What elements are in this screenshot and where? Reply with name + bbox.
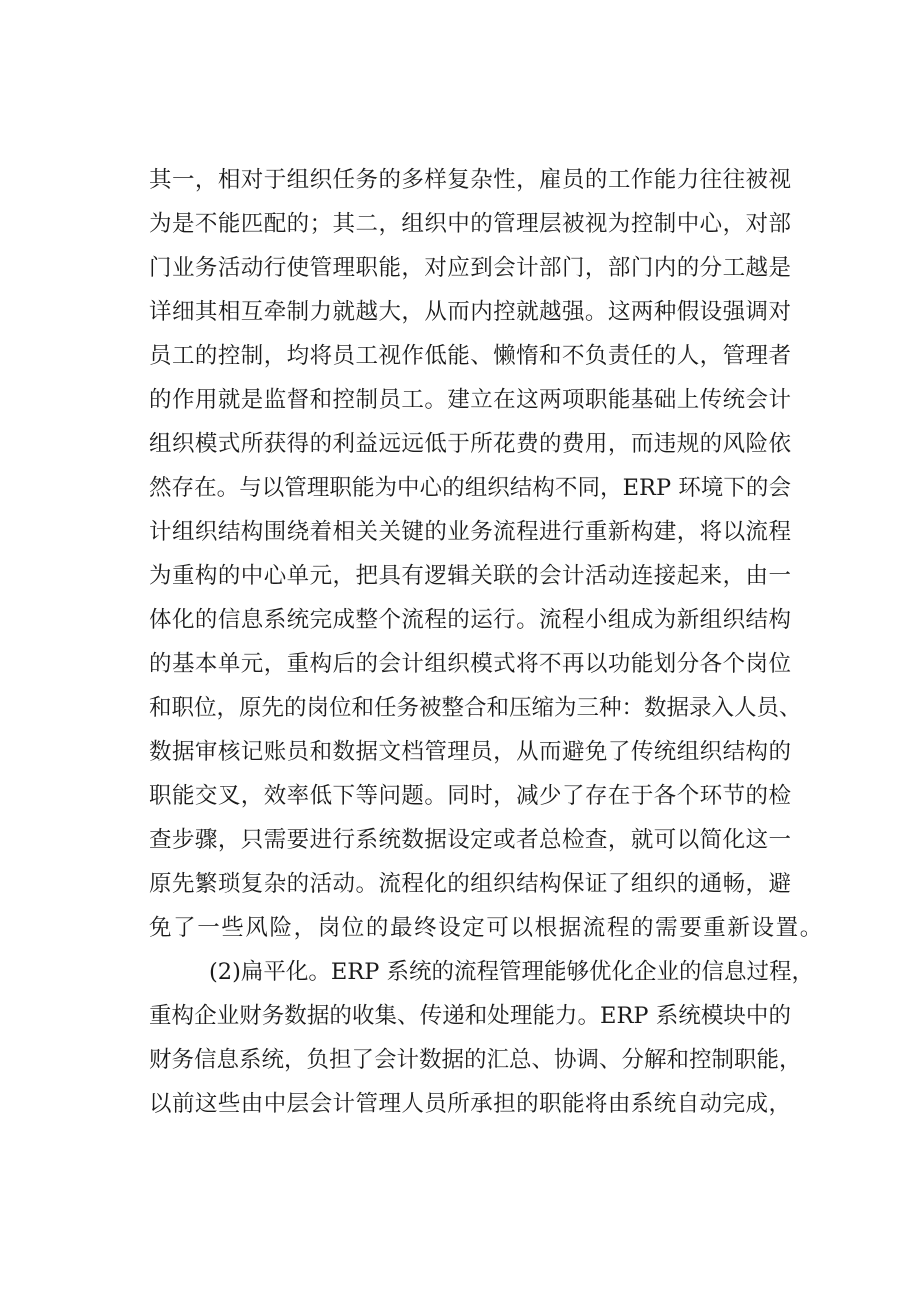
text-line: 和职位，原先的岗位和任务被整合和压缩为三种：数据录入人员、: [149, 695, 802, 721]
text-line: 员工的控制，均将员工视作低能、懒惰和不负责任的人，管理者: [149, 343, 791, 369]
text-line: (2)扁平化。ERP 系统的流程管理能够优化企业的信息过程，: [209, 959, 815, 985]
text-line: 其一，相对于组织任务的多样复杂性，雇员的工作能力往往被视: [149, 167, 791, 193]
text-line: 然存在。与以管理职能为中心的组织结构不同，ERP 环境下的会: [149, 475, 791, 501]
text-line: 的基本单元，重构后的会计组织模式将不再以功能划分各个岗位: [149, 651, 791, 677]
text-line: 原先繁琐复杂的活动。流程化的组织结构保证了组织的通畅，避: [149, 871, 791, 897]
text-line: 的作用就是监督和控制员工。建立在这两项职能基础上传统会计: [149, 387, 791, 413]
text-line: 查步骤，只需要进行系统数据设定或者总检查，就可以简化这一: [149, 827, 791, 853]
text-line: 为是不能匹配的；其二，组织中的管理层被视为控制中心，对部: [149, 211, 791, 237]
text-line: 数据审核记账员和数据文档管理员，从而避免了传统组织结构的: [149, 739, 791, 765]
text-line: 门业务活动行使管理职能，对应到会计部门，部门内的分工越是: [149, 255, 791, 281]
text-line: 以前这些由中层会计管理人员所承担的职能将由系统自动完成，: [149, 1091, 791, 1117]
text-line: 财务信息系统，负担了会计数据的汇总、协调、分解和控制职能，: [149, 1047, 802, 1073]
text-line: 为重构的中心单元，把具有逻辑关联的会计活动连接起来，由一: [149, 563, 791, 589]
text-line: 免了一些风险，岗位的最终设定可以根据流程的需要重新设置。: [149, 915, 824, 941]
text-line: 重构企业财务数据的收集、传递和处理能力。ERP 系统模块中的: [149, 1003, 791, 1029]
text-line: 体化的信息系统完成整个流程的运行。流程小组成为新组织结构: [149, 607, 791, 633]
text-line: 组织模式所获得的利益远远低于所花费的费用，而违规的风险依: [149, 431, 791, 457]
text-line: 详细其相互牵制力就越大，从而内控就越强。这两种假设强调对: [149, 299, 791, 325]
text-line: 计组织结构围绕着相关关键的业务流程进行重新构建，将以流程: [149, 519, 791, 545]
text-line: 职能交叉，效率低下等问题。同时，减少了存在于各个环节的检: [149, 783, 791, 809]
